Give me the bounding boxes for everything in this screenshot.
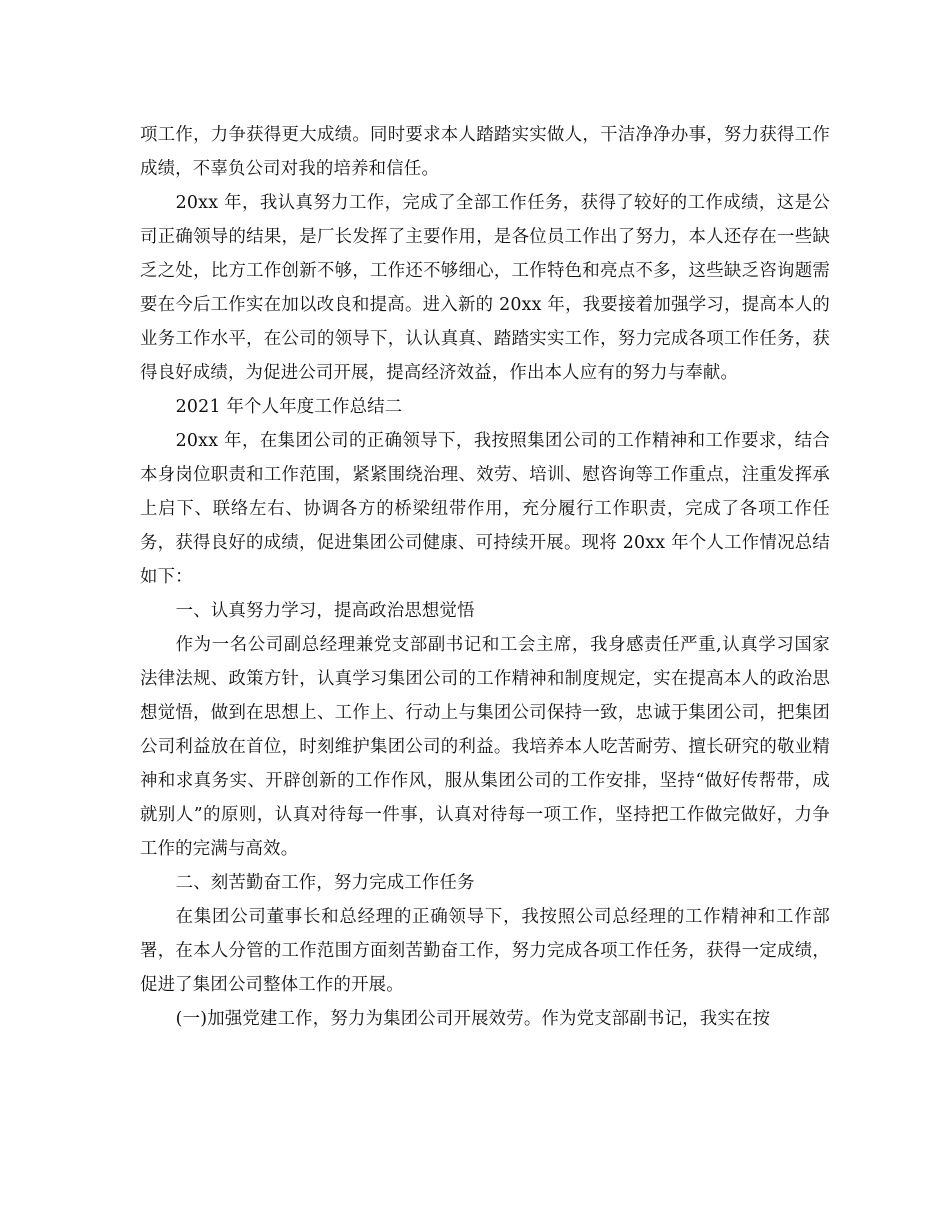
document-body: [140, 118, 830, 1036]
paragraph-5: 在集团公司董事长和总经理的正确领导下，我按照公司总经理的工作精神和工作部署，在本人分管的工作范围方面刻苦勤奋工作，努力完成各项工作任务，获得一定成绩，促进了集团公司整体工作的开展。: [140, 907, 830, 995]
paragraph-4: 作为一名公司副总经理兼党支部副书记和工会主席，我身感责任严重,认真学习国家法律法规、政策方针，认真学习集团公司的工作精神和制度规定，实在提高本人的政治思想觉悟，做到在思想上、工作上、行动上与集团公司保持一致，忠诚于集团公司，把集团公司利益放在首位，时刻维护集团公司的利益。我培养本人吃苦耐劳、擅长研究的敬业精神和求真务实、开辟创新的工作作风，服从集团公司的工作安排，坚持“做好传帮带，成就别人”的原则，认真对待每一件事，认真对待每一项工作，坚持把工作做完做好，力争工作的完满与高效。: [140, 635, 830, 859]
heading-study: 一、认真努力学习，提高政治思想觉悟: [175, 601, 475, 621]
paragraph-6: (一)加强党建工作，努力为集团公司开展效劳。作为党支部副书记，我实在按: [175, 1009, 771, 1029]
heading-work: 二、刻苦勤奋工作，努力完成工作任务: [175, 873, 475, 893]
section-title-summary-2: 2021 年个人年度工作总结二: [175, 397, 403, 417]
paragraph-2: 20xx 年，我认真努力工作，完成了全部工作任务，获得了较好的工作成绩，这是公司正确领导的结果，是厂长发挥了主要作用，是各位员工作出了努力，本人还存在一些缺乏之处，比方工作创新不够，工作还不够细心，工作特色和亮点不多，这些缺乏咨询题需要在今后工作实在加以改良和提高。进入新的 20xx 年，我要接着加强学习，提高本人的业务工作水平，在公司的领导下，认认真真、踏踏实实工作，努力完成各项工作任务，获得良好成绩，为促进公司开展，提高经济效益，作出本人应有的努力与奉献。: [140, 193, 830, 383]
paragraph-3: 20xx 年，在集团公司的正确领导下，我按照集团公司的工作精神和工作要求，结合本身岗位职责和工作范围，紧紧围绕治理、效劳、培训、慰咨询等工作重点，注重发挥承上启下、联络左右、协调各方的桥梁纽带作用，充分履行工作职责，完成了各项工作任务，获得良好的成绩，促进集团公司健康、可持续开展。现将 20xx 年个人工作情况总结如下：: [140, 431, 830, 587]
paragraph-1: 项工作，力争获得更大成绩。同时要求本人踏踏实实做人，干洁净净办事，努力获得工作成绩，不辜负公司对我的培养和信任。: [140, 125, 830, 179]
